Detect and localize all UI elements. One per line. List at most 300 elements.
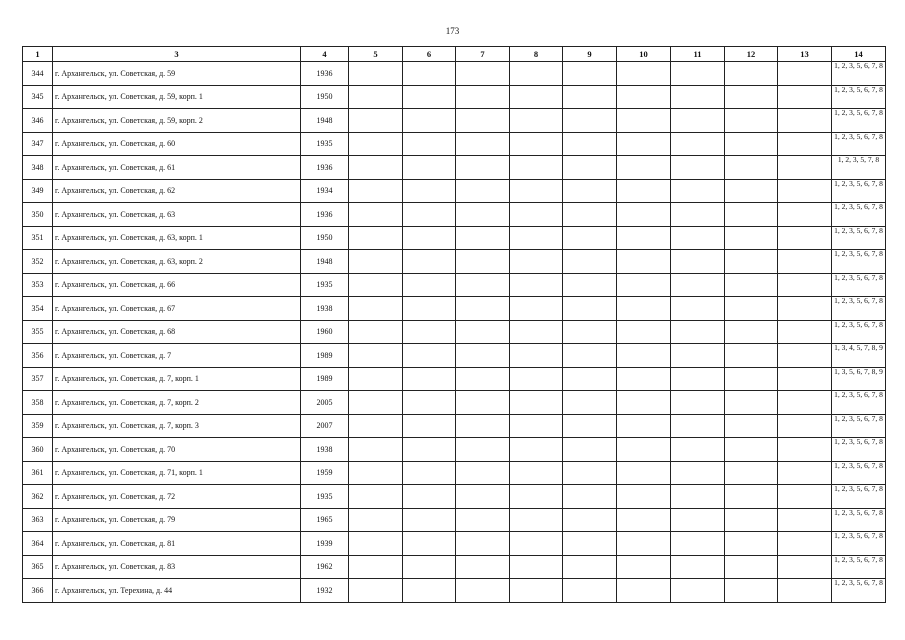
empty-cell xyxy=(671,320,725,344)
empty-cell xyxy=(510,391,563,415)
empty-cell xyxy=(563,297,617,321)
empty-cell xyxy=(563,579,617,603)
empty-cell xyxy=(725,203,778,227)
table-row xyxy=(23,179,886,203)
empty-cell xyxy=(778,226,832,250)
address-cell: г. Архангельск, ул. Советская, д. 59, корп. 2 xyxy=(53,109,301,133)
empty-cell xyxy=(456,203,510,227)
column-header: 4 xyxy=(301,47,349,62)
column-header: 5 xyxy=(349,47,403,62)
column-14-value: 1, 2, 3, 5, 6, 7, 8 xyxy=(834,531,883,540)
column-14-cell xyxy=(832,532,886,556)
column-header: 9 xyxy=(563,47,617,62)
empty-cell xyxy=(510,85,563,109)
empty-cell xyxy=(563,226,617,250)
row-number-cell: 349 xyxy=(23,179,53,203)
empty-cell xyxy=(349,85,403,109)
empty-cell xyxy=(510,579,563,603)
table-row xyxy=(23,109,886,133)
column-14-value: 1, 2, 3, 5, 6, 7, 8 xyxy=(834,249,883,258)
address-cell: г. Архангельск, ул. Советская, д. 62 xyxy=(53,179,301,203)
empty-cell xyxy=(725,438,778,462)
table-row xyxy=(23,132,886,156)
column-14-cell xyxy=(832,344,886,368)
empty-cell xyxy=(403,62,456,86)
empty-cell xyxy=(510,250,563,274)
empty-cell xyxy=(456,508,510,532)
column-14-value: 1, 2, 3, 5, 6, 7, 8 xyxy=(834,554,883,564)
empty-cell xyxy=(403,179,456,203)
empty-cell xyxy=(349,250,403,274)
empty-cell xyxy=(671,273,725,297)
year-cell: 1935 xyxy=(301,273,349,297)
table-row xyxy=(23,250,886,274)
column-14-value: 1, 2, 3, 5, 6, 7, 8 xyxy=(834,225,883,235)
row-number-cell: 350 xyxy=(23,203,53,227)
empty-cell xyxy=(403,485,456,509)
empty-cell xyxy=(617,203,671,227)
empty-cell xyxy=(778,109,832,133)
empty-cell xyxy=(510,132,563,156)
empty-cell xyxy=(617,485,671,509)
empty-cell xyxy=(349,579,403,603)
empty-cell xyxy=(349,508,403,532)
empty-cell xyxy=(403,132,456,156)
column-14-value: 1, 2, 3, 5, 6, 7, 8 xyxy=(834,413,883,423)
empty-cell xyxy=(778,367,832,391)
column-14-cell xyxy=(832,320,886,344)
empty-cell xyxy=(510,367,563,391)
row-number-cell: 360 xyxy=(23,438,53,462)
column-14-value: 1, 2, 3, 5, 6, 7, 8 xyxy=(834,460,883,470)
row-number-cell: 354 xyxy=(23,297,53,321)
empty-cell xyxy=(778,179,832,203)
empty-cell xyxy=(456,156,510,180)
empty-cell xyxy=(349,391,403,415)
empty-cell xyxy=(617,250,671,274)
empty-cell xyxy=(778,532,832,556)
empty-cell xyxy=(456,532,510,556)
row-number-cell: 346 xyxy=(23,109,53,133)
row-number-cell: 344 xyxy=(23,62,53,86)
empty-cell xyxy=(403,438,456,462)
table-row xyxy=(23,85,886,109)
address-cell: г. Архангельск, ул. Советская, д. 7, корп. 1 xyxy=(53,367,301,391)
row-number-cell: 359 xyxy=(23,414,53,438)
empty-cell xyxy=(563,485,617,509)
empty-cell xyxy=(778,62,832,86)
empty-cell xyxy=(403,579,456,603)
empty-cell xyxy=(563,109,617,133)
empty-cell xyxy=(725,179,778,203)
empty-cell xyxy=(510,297,563,321)
empty-cell xyxy=(403,555,456,579)
empty-cell xyxy=(510,532,563,556)
empty-cell xyxy=(725,391,778,415)
column-14-cell xyxy=(832,579,886,603)
year-cell: 1962 xyxy=(301,555,349,579)
empty-cell xyxy=(349,532,403,556)
empty-cell xyxy=(456,132,510,156)
empty-cell xyxy=(725,485,778,509)
year-cell: 1965 xyxy=(301,508,349,532)
column-14-cell xyxy=(832,273,886,297)
empty-cell xyxy=(617,109,671,133)
address-cell: г. Архангельск, ул. Советская, д. 63, корп. 2 xyxy=(53,250,301,274)
row-number-cell: 365 xyxy=(23,555,53,579)
column-14-cell xyxy=(832,156,886,180)
address-cell: г. Архангельск, ул. Советская, д. 68 xyxy=(53,320,301,344)
column-14-cell xyxy=(832,461,886,485)
empty-cell xyxy=(725,367,778,391)
column-header: 14 xyxy=(832,47,886,62)
empty-cell xyxy=(510,555,563,579)
table-row xyxy=(23,579,886,603)
empty-cell xyxy=(563,273,617,297)
buildings-table xyxy=(22,46,886,603)
empty-cell xyxy=(778,132,832,156)
empty-cell xyxy=(456,250,510,274)
empty-cell xyxy=(456,297,510,321)
empty-cell xyxy=(671,344,725,368)
column-header: 7 xyxy=(456,47,510,62)
column-14-cell xyxy=(832,250,886,274)
empty-cell xyxy=(617,579,671,603)
empty-cell xyxy=(563,367,617,391)
table-row xyxy=(23,461,886,485)
address-cell: г. Архангельск, ул. Советская, д. 63, корп. 1 xyxy=(53,226,301,250)
empty-cell xyxy=(510,203,563,227)
empty-cell xyxy=(456,62,510,86)
empty-cell xyxy=(563,344,617,368)
empty-cell xyxy=(563,414,617,438)
empty-cell xyxy=(403,203,456,227)
year-cell: 2005 xyxy=(301,391,349,415)
column-14-value: 1, 2, 3, 5, 6, 7, 8 xyxy=(834,61,883,70)
year-cell: 1950 xyxy=(301,226,349,250)
empty-cell xyxy=(725,62,778,86)
column-14-value: 1, 3, 5, 6, 7, 8, 9 xyxy=(834,366,883,376)
empty-cell xyxy=(671,461,725,485)
empty-cell xyxy=(563,85,617,109)
year-cell: 1934 xyxy=(301,179,349,203)
empty-cell xyxy=(349,62,403,86)
year-cell: 1939 xyxy=(301,532,349,556)
empty-cell xyxy=(403,508,456,532)
header-row xyxy=(23,47,886,62)
empty-cell xyxy=(778,414,832,438)
empty-cell xyxy=(617,85,671,109)
table-row xyxy=(23,367,886,391)
row-number-cell: 348 xyxy=(23,156,53,180)
empty-cell xyxy=(563,532,617,556)
empty-cell xyxy=(778,203,832,227)
empty-cell xyxy=(778,391,832,415)
empty-cell xyxy=(510,320,563,344)
column-14-cell xyxy=(832,85,886,109)
year-cell: 1936 xyxy=(301,156,349,180)
year-cell: 1948 xyxy=(301,250,349,274)
empty-cell xyxy=(403,226,456,250)
empty-cell xyxy=(349,132,403,156)
row-number-cell: 366 xyxy=(23,579,53,603)
empty-cell xyxy=(403,109,456,133)
empty-cell xyxy=(456,555,510,579)
column-14-cell xyxy=(832,508,886,532)
column-14-value: 1, 3, 4, 5, 7, 8, 9 xyxy=(834,343,883,352)
empty-cell xyxy=(778,485,832,509)
table-row xyxy=(23,156,886,180)
table-row xyxy=(23,62,886,86)
column-14-value: 1, 2, 3, 5, 6, 7, 8 xyxy=(834,484,883,493)
empty-cell xyxy=(403,250,456,274)
address-cell: г. Архангельск, ул. Советская, д. 66 xyxy=(53,273,301,297)
empty-cell xyxy=(510,179,563,203)
empty-cell xyxy=(617,156,671,180)
empty-cell xyxy=(349,320,403,344)
column-header: 3 xyxy=(53,47,301,62)
empty-cell xyxy=(510,109,563,133)
empty-cell xyxy=(778,555,832,579)
empty-cell xyxy=(403,414,456,438)
empty-cell xyxy=(617,555,671,579)
empty-cell xyxy=(671,414,725,438)
address-cell: г. Архангельск, ул. Терехина, д. 44 xyxy=(53,579,301,603)
row-number-cell: 357 xyxy=(23,367,53,391)
table-row xyxy=(23,485,886,509)
empty-cell xyxy=(725,320,778,344)
empty-cell xyxy=(563,179,617,203)
empty-cell xyxy=(725,532,778,556)
empty-cell xyxy=(725,344,778,368)
address-cell: г. Архангельск, ул. Советская, д. 7 xyxy=(53,344,301,368)
column-header: 6 xyxy=(403,47,456,62)
empty-cell xyxy=(617,297,671,321)
address-cell: г. Архангельск, ул. Советская, д. 72 xyxy=(53,485,301,509)
table-body xyxy=(23,62,886,603)
empty-cell xyxy=(725,156,778,180)
empty-cell xyxy=(349,109,403,133)
empty-cell xyxy=(725,508,778,532)
row-number-cell: 361 xyxy=(23,461,53,485)
column-14-cell xyxy=(832,485,886,509)
row-number-cell: 356 xyxy=(23,344,53,368)
empty-cell xyxy=(349,156,403,180)
empty-cell xyxy=(671,438,725,462)
row-number-cell: 358 xyxy=(23,391,53,415)
empty-cell xyxy=(563,320,617,344)
empty-cell xyxy=(563,132,617,156)
year-cell: 1938 xyxy=(301,438,349,462)
year-cell: 1936 xyxy=(301,62,349,86)
empty-cell xyxy=(563,62,617,86)
empty-cell xyxy=(349,414,403,438)
address-cell: г. Архангельск, ул. Советская, д. 7, корп. 2 xyxy=(53,391,301,415)
table-row xyxy=(23,438,886,462)
empty-cell xyxy=(671,156,725,180)
empty-cell xyxy=(510,461,563,485)
column-header: 10 xyxy=(617,47,671,62)
column-14-value: 1, 2, 3, 5, 6, 7, 8 xyxy=(834,507,883,517)
empty-cell xyxy=(510,438,563,462)
address-cell: г. Архангельск, ул. Советская, д. 67 xyxy=(53,297,301,321)
row-number-cell: 351 xyxy=(23,226,53,250)
empty-cell xyxy=(349,179,403,203)
empty-cell xyxy=(349,485,403,509)
empty-cell xyxy=(563,461,617,485)
year-cell: 1950 xyxy=(301,85,349,109)
empty-cell xyxy=(403,320,456,344)
empty-cell xyxy=(563,391,617,415)
address-cell: г. Архангельск, ул. Советская, д. 59, корп. 1 xyxy=(53,85,301,109)
table-row xyxy=(23,273,886,297)
empty-cell xyxy=(563,250,617,274)
empty-cell xyxy=(617,461,671,485)
column-14-cell xyxy=(832,391,886,415)
column-14-cell xyxy=(832,438,886,462)
empty-cell xyxy=(778,250,832,274)
empty-cell xyxy=(617,532,671,556)
column-14-value: 1, 2, 3, 5, 6, 7, 8 xyxy=(834,296,883,305)
empty-cell xyxy=(349,273,403,297)
table-row xyxy=(23,391,886,415)
empty-cell xyxy=(349,297,403,321)
table-row xyxy=(23,297,886,321)
column-14-value: 1, 2, 3, 5, 6, 7, 8 xyxy=(834,108,883,117)
empty-cell xyxy=(671,179,725,203)
empty-cell xyxy=(456,226,510,250)
empty-cell xyxy=(563,555,617,579)
empty-cell xyxy=(671,579,725,603)
column-14-value: 1, 2, 3, 5, 6, 7, 8 xyxy=(834,390,883,399)
empty-cell xyxy=(510,508,563,532)
empty-cell xyxy=(403,156,456,180)
empty-cell xyxy=(456,109,510,133)
page-number: 173 xyxy=(445,26,460,36)
empty-cell xyxy=(403,297,456,321)
empty-cell xyxy=(671,508,725,532)
empty-cell xyxy=(456,179,510,203)
empty-cell xyxy=(349,344,403,368)
column-14-value: 1, 2, 3, 5, 6, 7, 8 xyxy=(834,84,883,94)
empty-cell xyxy=(456,579,510,603)
column-14-value: 1, 2, 3, 5, 6, 7, 8 xyxy=(834,319,883,329)
row-number-cell: 352 xyxy=(23,250,53,274)
column-header: 13 xyxy=(778,47,832,62)
empty-cell xyxy=(725,250,778,274)
empty-cell xyxy=(778,438,832,462)
empty-cell xyxy=(617,320,671,344)
row-number-cell: 362 xyxy=(23,485,53,509)
empty-cell xyxy=(510,485,563,509)
year-cell: 1938 xyxy=(301,297,349,321)
empty-cell xyxy=(617,508,671,532)
empty-cell xyxy=(510,226,563,250)
year-cell: 1989 xyxy=(301,344,349,368)
empty-cell xyxy=(563,203,617,227)
empty-cell xyxy=(456,273,510,297)
year-cell: 1948 xyxy=(301,109,349,133)
empty-cell xyxy=(778,273,832,297)
column-14-cell xyxy=(832,297,886,321)
address-cell: г. Архангельск, ул. Советская, д. 61 xyxy=(53,156,301,180)
address-cell: г. Архангельск, ул. Советская, д. 81 xyxy=(53,532,301,556)
empty-cell xyxy=(671,555,725,579)
year-cell: 2007 xyxy=(301,414,349,438)
row-number-cell: 353 xyxy=(23,273,53,297)
empty-cell xyxy=(725,273,778,297)
empty-cell xyxy=(563,156,617,180)
empty-cell xyxy=(403,367,456,391)
address-cell: г. Архангельск, ул. Советская, д. 71, корп. 1 xyxy=(53,461,301,485)
empty-cell xyxy=(725,109,778,133)
empty-cell xyxy=(349,203,403,227)
year-cell: 1936 xyxy=(301,203,349,227)
column-14-value: 1, 2, 3, 5, 6, 7, 8 xyxy=(834,178,883,188)
empty-cell xyxy=(349,461,403,485)
empty-cell xyxy=(725,579,778,603)
empty-cell xyxy=(671,203,725,227)
empty-cell xyxy=(778,85,832,109)
empty-cell xyxy=(510,156,563,180)
empty-cell xyxy=(725,132,778,156)
empty-cell xyxy=(671,132,725,156)
table-row xyxy=(23,344,886,368)
empty-cell xyxy=(349,438,403,462)
empty-cell xyxy=(778,297,832,321)
column-14-cell xyxy=(832,367,886,391)
column-14-cell xyxy=(832,414,886,438)
empty-cell xyxy=(725,226,778,250)
address-cell: г. Архангельск, ул. Советская, д. 63 xyxy=(53,203,301,227)
table-row xyxy=(23,320,886,344)
address-cell: г. Архангельск, ул. Советская, д. 83 xyxy=(53,555,301,579)
column-14-cell xyxy=(832,226,886,250)
empty-cell xyxy=(671,85,725,109)
year-cell: 1989 xyxy=(301,367,349,391)
address-cell: г. Архангельск, ул. Советская, д. 79 xyxy=(53,508,301,532)
empty-cell xyxy=(617,391,671,415)
empty-cell xyxy=(725,297,778,321)
column-14-value: 1, 2, 3, 5, 6, 7, 8 xyxy=(834,437,883,446)
row-number-cell: 363 xyxy=(23,508,53,532)
column-14-cell xyxy=(832,555,886,579)
column-14-cell xyxy=(832,109,886,133)
empty-cell xyxy=(617,438,671,462)
empty-cell xyxy=(778,508,832,532)
column-header: 12 xyxy=(725,47,778,62)
empty-cell xyxy=(510,62,563,86)
empty-cell xyxy=(617,132,671,156)
empty-cell xyxy=(778,461,832,485)
empty-cell xyxy=(456,85,510,109)
year-cell: 1960 xyxy=(301,320,349,344)
empty-cell xyxy=(778,344,832,368)
empty-cell xyxy=(510,344,563,368)
empty-cell xyxy=(617,179,671,203)
column-14-value: 1, 2, 3, 5, 6, 7, 8 xyxy=(834,578,883,587)
empty-cell xyxy=(563,438,617,462)
empty-cell xyxy=(403,273,456,297)
column-14-value: 1, 2, 3, 5, 6, 7, 8 xyxy=(834,131,883,141)
empty-cell xyxy=(671,367,725,391)
row-number-cell: 364 xyxy=(23,532,53,556)
empty-cell xyxy=(403,391,456,415)
table-row xyxy=(23,226,886,250)
empty-cell xyxy=(456,320,510,344)
year-cell: 1935 xyxy=(301,132,349,156)
year-cell: 1935 xyxy=(301,485,349,509)
